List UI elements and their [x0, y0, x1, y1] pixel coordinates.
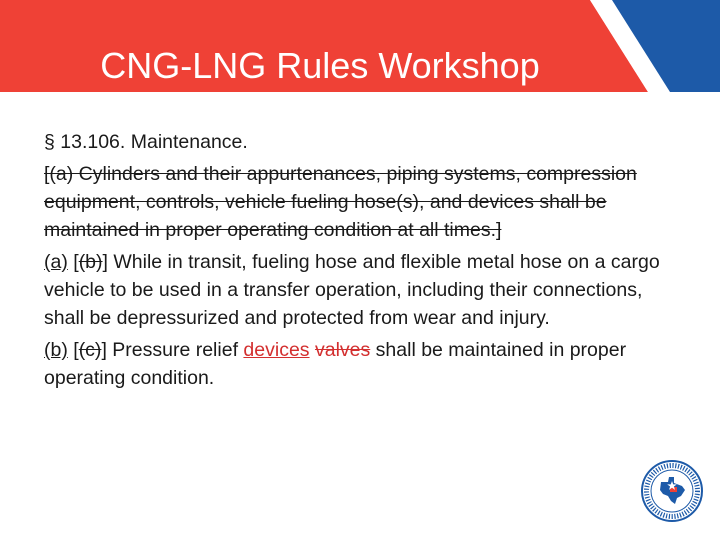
paragraph-b-text-after: shall be maintained in proper operating condition.: [44, 339, 627, 389]
paragraph-a: [44, 248, 684, 332]
section-heading: § 13.106. Maintenance.: [44, 131, 248, 153]
paragraph-b-text-before: Pressure relief: [106, 339, 244, 361]
paragraph-a-close-bracket: ]: [102, 251, 108, 273]
paragraph-b-close-bracket: ]: [101, 339, 107, 361]
slide-title: CNG-LNG Rules Workshop: [100, 45, 540, 86]
paragraph-a-old-label: (b): [78, 251, 103, 273]
paragraph-b-old-label: (c): [78, 339, 102, 361]
paragraph-b: [44, 336, 684, 392]
deleted-paragraph: [(a) Cylinders and their appurtenances, piping systems, compression equipment, controls, vehicle fueling hose(s), and devices shall be maintained in proper operating condition at all times.]: [44, 163, 637, 241]
paragraph-a-new-label: (a): [44, 251, 68, 273]
paragraph-a-open-bracket: [: [67, 251, 79, 273]
title-banner: [0, 0, 720, 92]
paragraph-a-text: While in transit, fueling hose and flexible metal hose on a cargo vehicle to be used in a transfer operation, including their connections, shall be depressurized and protected from wear and injury.: [44, 251, 660, 329]
texas-agency-seal-icon: [641, 460, 703, 522]
inserted-word: devices: [243, 339, 310, 361]
paragraph-b-new-label: (b): [44, 339, 68, 361]
rule-text: [44, 128, 684, 396]
deleted-word: valves: [314, 339, 371, 361]
paragraph-b-open-bracket: [: [67, 339, 79, 361]
